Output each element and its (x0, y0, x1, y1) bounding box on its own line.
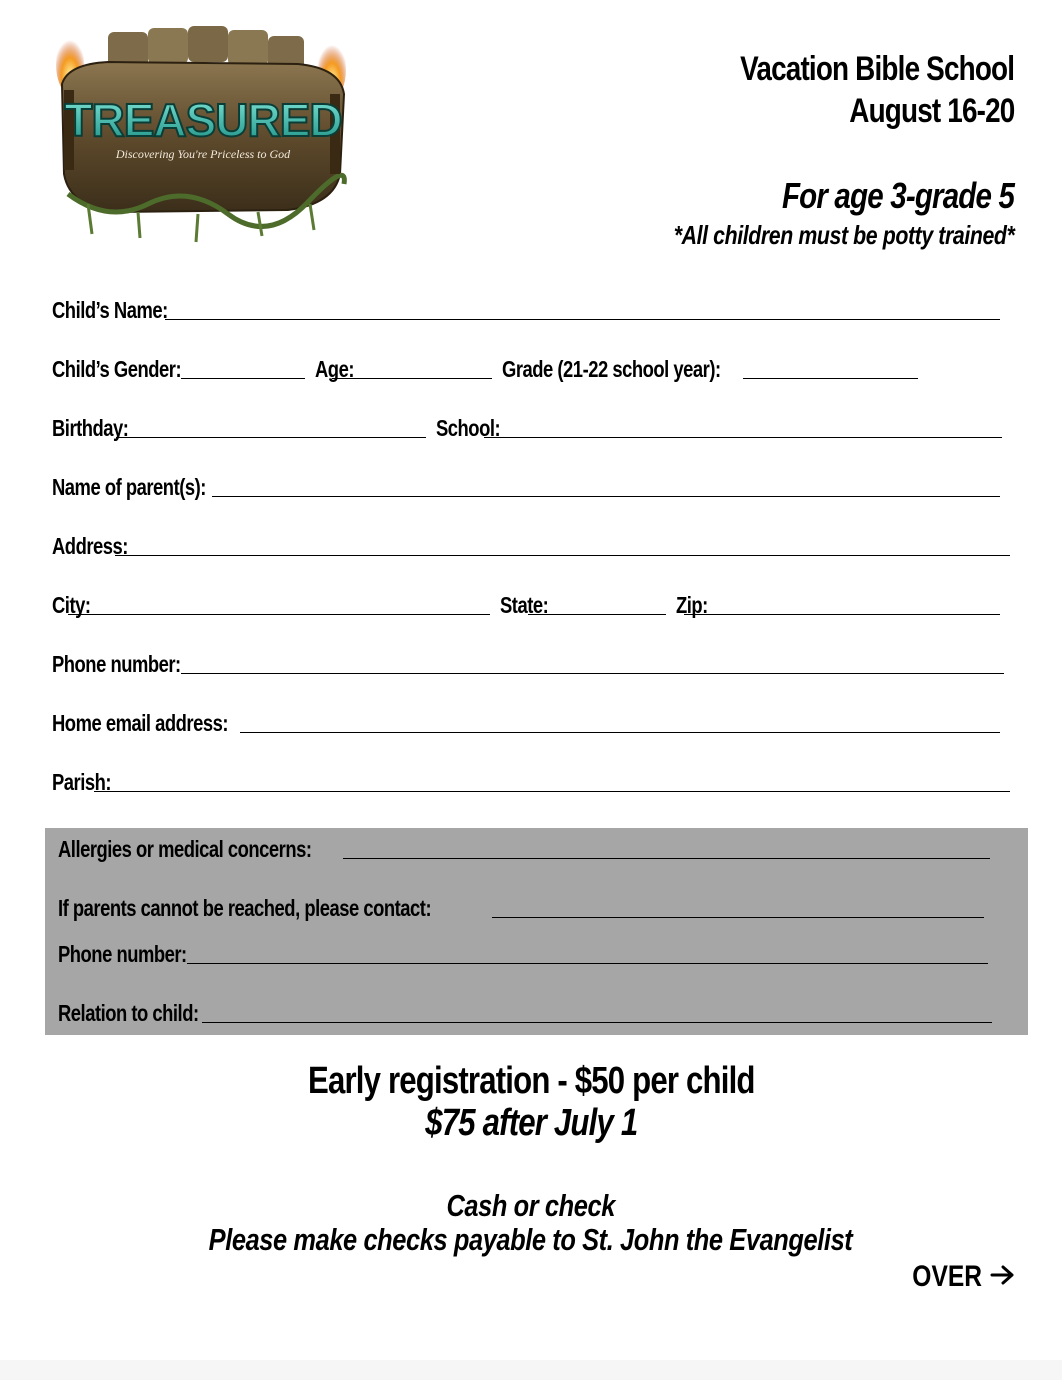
relation-label: Relation to child: (58, 1000, 199, 1026)
parents-label: Name of parent(s): (52, 474, 206, 500)
age-range: For age 3-grade 5 (781, 175, 1014, 216)
phone-label: Phone number: (52, 651, 181, 677)
logo-tagline: Discovering You're Priceless to God (115, 147, 291, 161)
child-gender-label: Child’s Gender: (52, 356, 182, 382)
early-registration-fee: Early registration - $50 per child (307, 1060, 755, 1102)
allergies-field[interactable] (343, 858, 990, 859)
payment-method: Cash or check (446, 1188, 616, 1223)
parish-label: Parish: (52, 769, 112, 795)
allergies-row (58, 831, 1000, 863)
address-row (52, 528, 1010, 560)
emergency-contact-field[interactable] (492, 917, 984, 918)
emergency-phone-field[interactable] (187, 963, 988, 964)
parents-field[interactable] (212, 496, 1000, 497)
address-field[interactable] (115, 555, 1010, 556)
phone-field[interactable] (181, 673, 1004, 674)
allergies-label: Allergies or medical concerns: (58, 836, 312, 862)
school-label: School: (435, 415, 500, 441)
over-indicator (897, 1260, 1016, 1294)
emergency-contact-row (58, 890, 994, 922)
emergency-phone-label: Phone number: (58, 941, 187, 967)
relation-field[interactable] (202, 1022, 992, 1023)
late-registration-fee: $75 after July 1 (424, 1102, 638, 1144)
event-title: Vacation Bible School (739, 50, 1014, 88)
logo-title: TREASURED (64, 94, 342, 146)
birthday-field[interactable] (116, 437, 426, 438)
grade-field[interactable] (743, 378, 918, 379)
city-field[interactable] (68, 614, 490, 615)
child-gender-field[interactable] (181, 378, 305, 379)
gender-age-grade-row (52, 351, 1010, 383)
phone-row (52, 646, 1010, 678)
parents-row (52, 469, 1010, 501)
birthday-school-row (52, 410, 1010, 442)
zip-label: Zip: (676, 592, 709, 618)
page-bottom-edge (0, 1360, 1062, 1380)
emergency-contact-label: If parents cannot be reached, please contact: (58, 895, 432, 921)
event-date: August 16-20 (848, 92, 1014, 130)
city-label: City: (52, 592, 91, 618)
relation-row (58, 995, 1002, 1027)
child-name-label: Child’s Name: (52, 297, 168, 323)
email-row (52, 705, 1010, 737)
birthday-label: Birthday: (52, 415, 129, 441)
child-name-row (52, 292, 1010, 324)
payment-note: Please make checks payable to St. John the Evangelist (209, 1222, 853, 1257)
email-label: Home email address: (52, 710, 228, 736)
treasured-logo (48, 24, 358, 249)
age-field[interactable] (332, 378, 492, 379)
grade-label: Grade (21-22 school year): (502, 356, 721, 382)
address-label: Address: (52, 533, 128, 559)
emergency-phone-row (58, 936, 998, 968)
parish-field[interactable] (94, 791, 1010, 792)
arrow-right-icon (990, 1260, 1016, 1294)
age-label: Age: (315, 356, 355, 382)
parish-row (52, 764, 1010, 796)
state-label: State: (500, 592, 549, 618)
state-field[interactable] (528, 614, 666, 615)
potty-trained-note: *All children must be potty trained* (673, 220, 1014, 250)
email-field[interactable] (240, 732, 1000, 733)
zip-field[interactable] (684, 614, 1000, 615)
child-name-field[interactable] (165, 319, 1000, 320)
over-label: OVER (912, 1260, 982, 1293)
school-field[interactable] (484, 437, 1002, 438)
city-state-zip-row (52, 587, 1010, 619)
